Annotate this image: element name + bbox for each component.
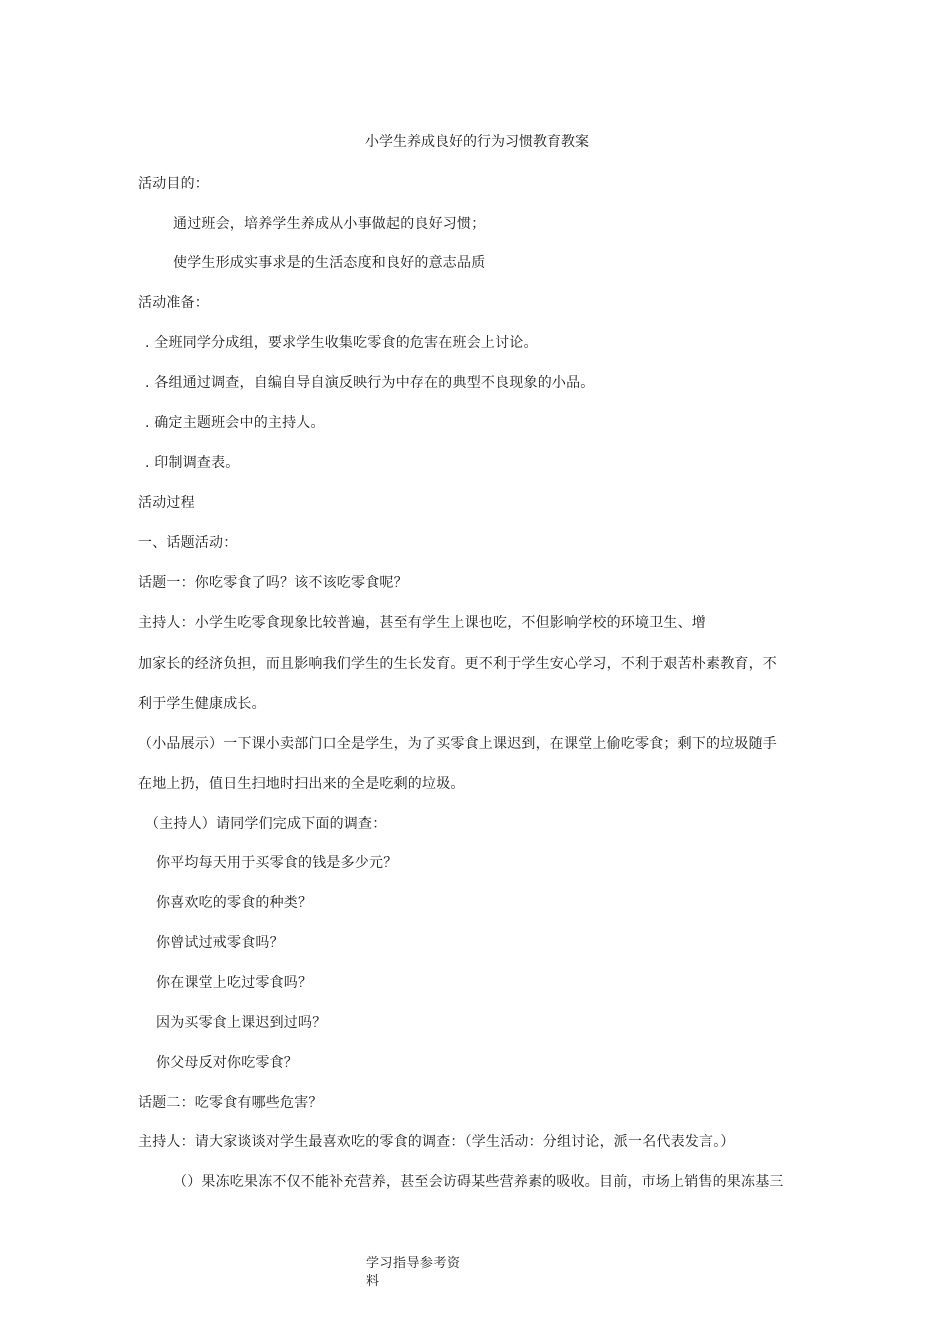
survey-question: 你在课堂上吃过零食吗？	[156, 975, 313, 991]
host-paragraph-line: 主持人：小学生吃零食现象比较普遍，甚至有学生上课也吃，不但影响学校的环境卫生、增	[138, 615, 706, 631]
topic-one: 话题一：你吃零食了吗？该不该吃零食呢？	[138, 575, 408, 591]
document-title: 小学生养成良好的行为习惯教育教案	[365, 134, 589, 150]
goal-heading: 活动目的：	[138, 176, 209, 192]
survey-question: 因为买零食上课迟到过吗？	[156, 1015, 327, 1031]
survey-question: 你父母反对你吃零食？	[156, 1055, 298, 1071]
goal-item: 通过班会，培养学生养成从小事做起的良好习惯；	[173, 216, 486, 232]
survey-intro: （主持人）请同学们完成下面的调查：	[145, 816, 387, 832]
goal-item: 使学生形成实事求是的生活态度和良好的意志品质	[173, 255, 486, 271]
prep-item: . 印制调查表。	[145, 455, 240, 471]
jelly-line: （）果冻吃果冻不仅不能补充营养，甚至会访碍某些营养素的吸收。目前，市场上销售的果冻基三	[173, 1174, 784, 1190]
survey-question: 你平均每天用于买零食的钱是多少元？	[156, 855, 398, 871]
page-footer: 学习指导参考资料	[366, 1256, 461, 1289]
host-paragraph-line: 加家长的经济负担，而且影响我们学生的生长发育。更不利于学生安心学习，不利于艰苦朴素教育，不	[138, 656, 777, 672]
process-heading: 活动过程	[138, 495, 195, 511]
prep-item: . 各组通过调查，自编自导自演反映行为中存在的典型不良现象的小品。	[145, 375, 595, 391]
skit-paragraph-line: 在地上扔，值日生扫地时扫出来的全是吃剩的垃圾。	[138, 776, 465, 792]
topic-two: 话题二：吃零食有哪些危害？	[138, 1095, 323, 1111]
survey-question: 你喜欢吃的零食的种类？	[156, 895, 313, 911]
prep-item: . 确定主题班会中的主持人。	[145, 415, 325, 431]
skit-paragraph-line: （小品展示）一下课小卖部门口全是学生，为了买零食上课迟到，在课堂上偷吃零食；剩下的垃圾随手	[138, 736, 777, 752]
host-paragraph-line: 利于学生健康成长。	[138, 696, 266, 712]
prep-item: . 全班同学分成组，要求学生收集吃零食的危害在班会上讨论。	[145, 335, 538, 351]
section-one-heading: 一、话题活动：	[138, 535, 238, 551]
prep-heading: 活动准备：	[138, 295, 209, 311]
survey-question: 你曾试过戒零食吗？	[156, 935, 284, 951]
host-two: 主持人：请大家谈谈对学生最喜欢吃的零食的调查：（学生活动：分组讨论，派一名代表发言。）	[138, 1134, 735, 1150]
